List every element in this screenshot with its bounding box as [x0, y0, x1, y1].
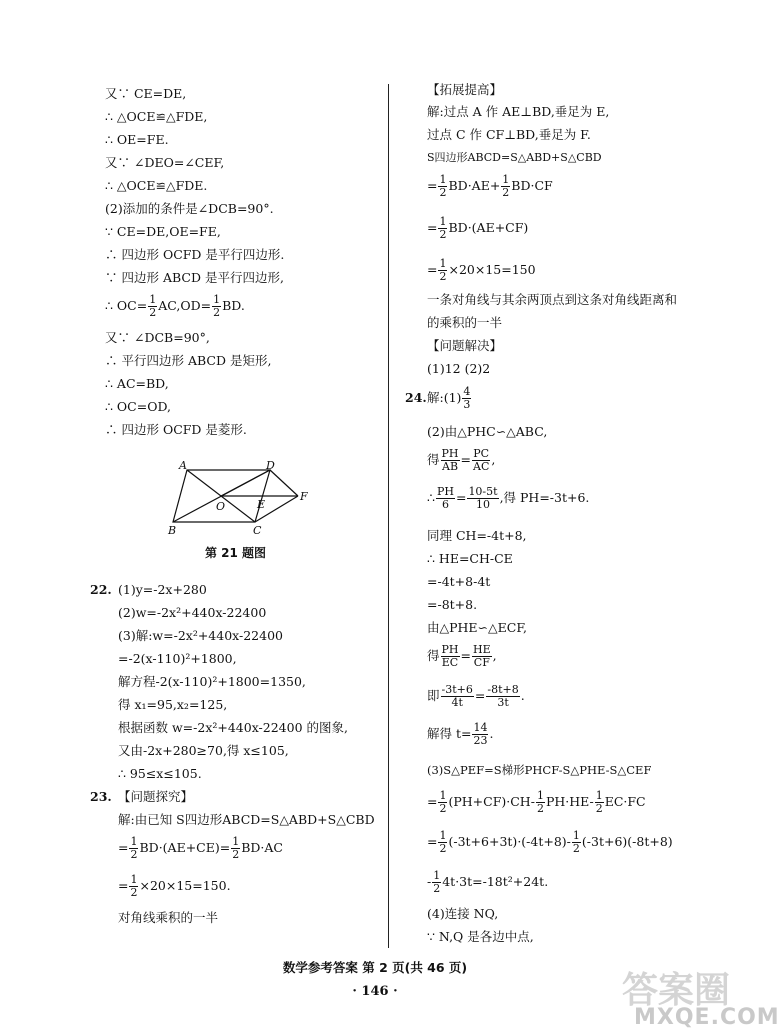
text-line: ∴ HE=CH-CE [427, 551, 513, 566]
text-line: 又∵ ∠DEO=∠CEF, [105, 155, 225, 170]
text-line: ∴ 四边形 OCFD 是平行四边形. [105, 247, 285, 262]
section-heading: 【问题解决】 [427, 338, 503, 353]
text-line: - $\frac{1}{2}$ 4t·3t=-18t²+24t. [427, 869, 549, 895]
question-number: 22. [90, 582, 112, 597]
watermark-logo: 答案圈 [622, 970, 731, 1011]
label-c: C [253, 524, 262, 537]
text-line: ∴ △OCE≌△FDE. [105, 178, 208, 193]
text-line: 得 x₁=95,x₂=125, [118, 697, 228, 712]
text-line: ∴ $\frac{PH}{6}$ = $\frac{10-5t}{10}$ ,得 PH=-3t+6. [427, 485, 590, 511]
question-number: 23. [90, 789, 112, 804]
label-o: O [216, 500, 226, 513]
text-line: (2)添加的条件是∠DCB=90°. [105, 201, 274, 216]
text-line: 又由-2x+280≥70,得 x≤105, [118, 743, 289, 758]
text-line: 又∵ ∠DCB=90°, [105, 330, 210, 345]
watermark-url: MXQE.COM [634, 1005, 780, 1030]
section-heading: 【问题探究】 [118, 789, 194, 804]
page-number: · 146 · [352, 984, 398, 999]
geometry-figure [165, 458, 325, 542]
text-line: (2)由△PHC∽△ABC, [427, 424, 548, 439]
text-line: =-4t+8-4t [427, 574, 491, 589]
text-line: 解得 t= $\frac{14}{23}$ . [427, 721, 494, 747]
text-line: ∴ 95≤x≤105. [118, 766, 202, 781]
text-line: (2)w=-2x²+440x-22400 [118, 605, 267, 620]
text-line: S四边形ABCD=S△ABD+S△CBD [427, 151, 602, 164]
section-heading: 【拓展提高】 [427, 82, 503, 97]
text-line: ∴ OC= $\frac{1}{2}$ AC,OD= $\frac{1}{2}$ BD. [105, 293, 245, 319]
text-line: = $\frac{1}{2}$ BD·(AE+CE)= $\frac{1}{2}$ BD·AC [118, 835, 283, 861]
text-line: (3)S△PEF=S梯形PHCF-S△PHE-S△CEF [427, 763, 652, 777]
text-line: ∵ 四边形 ABCD 是平行四边形, [105, 270, 284, 285]
text-line: 一条对角线与其余两顶点到这条对角线距离和 [427, 292, 678, 307]
text-line: = $\frac{1}{2}$ BD·AE+ $\frac{1}{2}$ BD·CF [427, 173, 553, 199]
label-a: A [179, 459, 187, 472]
text-line: 解:过点 A 作 AE⊥BD,垂足为 E, [427, 104, 610, 119]
question-number: 24. [405, 390, 427, 405]
text-line: (3)解:w=-2x²+440x-22400 [118, 628, 283, 643]
text-line: 解:(1) $\frac{4}{3}$ [427, 385, 471, 411]
text-line: =-8t+8. [427, 597, 478, 612]
text-line: 即 $\frac{-3t+6}{4t}$ = $\frac{-8t+8}{3t}$ . [427, 683, 525, 709]
text-line: 同理 CH=-4t+8, [427, 528, 527, 543]
text-line: = $\frac{1}{2}$ ×20×15=150 [427, 257, 536, 283]
text-line: 过点 C 作 CF⊥BD,垂足为 F. [427, 127, 591, 142]
text-line: 解方程-2(x-110)²+1800=1350, [118, 674, 306, 689]
text-line: = $\frac{1}{2}$ BD·(AE+CF) [427, 215, 529, 241]
column-divider [388, 84, 389, 948]
text-line: ∴ AC=BD, [105, 376, 169, 391]
text-line: 对角线乘积的一半 [118, 910, 219, 925]
text-line: ∴ △OCE≌△FDE, [105, 109, 208, 124]
text-line: 解:由已知 S四边形ABCD=S△ABD+S△CBD [118, 812, 375, 827]
segment-od [221, 470, 270, 496]
text-line: = $\frac{1}{2}$ (PH+CF)·CH- $\frac{1}{2}$ PH·HE- $\frac{1}{2}$ EC·FC [427, 789, 646, 815]
label-f: F [300, 490, 308, 503]
figure-caption: 第 21 题图 [205, 546, 267, 560]
text-line: 根据函数 w=-2x²+440x-22400 的图象, [118, 720, 348, 735]
text-line: (1)y=-2x+280 [118, 582, 207, 597]
text-line: (1)12 (2)2 [427, 361, 491, 376]
text-line: ∴ OC=OD, [105, 399, 172, 414]
text-line: ∴ OE=FE. [105, 132, 169, 147]
segment-df [270, 470, 298, 496]
label-b: B [168, 524, 177, 537]
text-line: = $\frac{1}{2}$ (-3t+6+3t)·(-4t+8)- $\frac{1}{2}$ (-3t+6)(-8t+8) [427, 829, 673, 855]
text-line: 的乘积的一半 [427, 315, 503, 330]
text-line: 得 $\frac{PH}{AB}$ = $\frac{PC}{AC}$ , [427, 447, 496, 473]
text-line: 得 $\frac{PH}{EC}$ = $\frac{HE}{CF}$ , [427, 643, 497, 669]
text-line: 由△PHE∽△ECF, [427, 620, 528, 635]
text-line: (4)连接 NQ, [427, 906, 499, 921]
label-d: D [266, 459, 275, 472]
label-e: E [257, 498, 266, 511]
text-line: ∴ 四边形 OCFD 是菱形. [105, 422, 247, 437]
text-line: =-2(x-110)²+1800, [118, 651, 237, 666]
text-line: = $\frac{1}{2}$ ×20×15=150. [118, 873, 231, 899]
page-footer-title: 数学参考答案 第 2 页(共 46 页) [282, 960, 468, 975]
text-line: ∵ N,Q 是各边中点, [427, 929, 534, 944]
text-line: ∴ 平行四边形 ABCD 是矩形, [105, 353, 272, 368]
text-line: ∵ CE=DE,OE=FE, [105, 224, 221, 239]
text-line: 又∵ CE=DE, [105, 86, 187, 101]
